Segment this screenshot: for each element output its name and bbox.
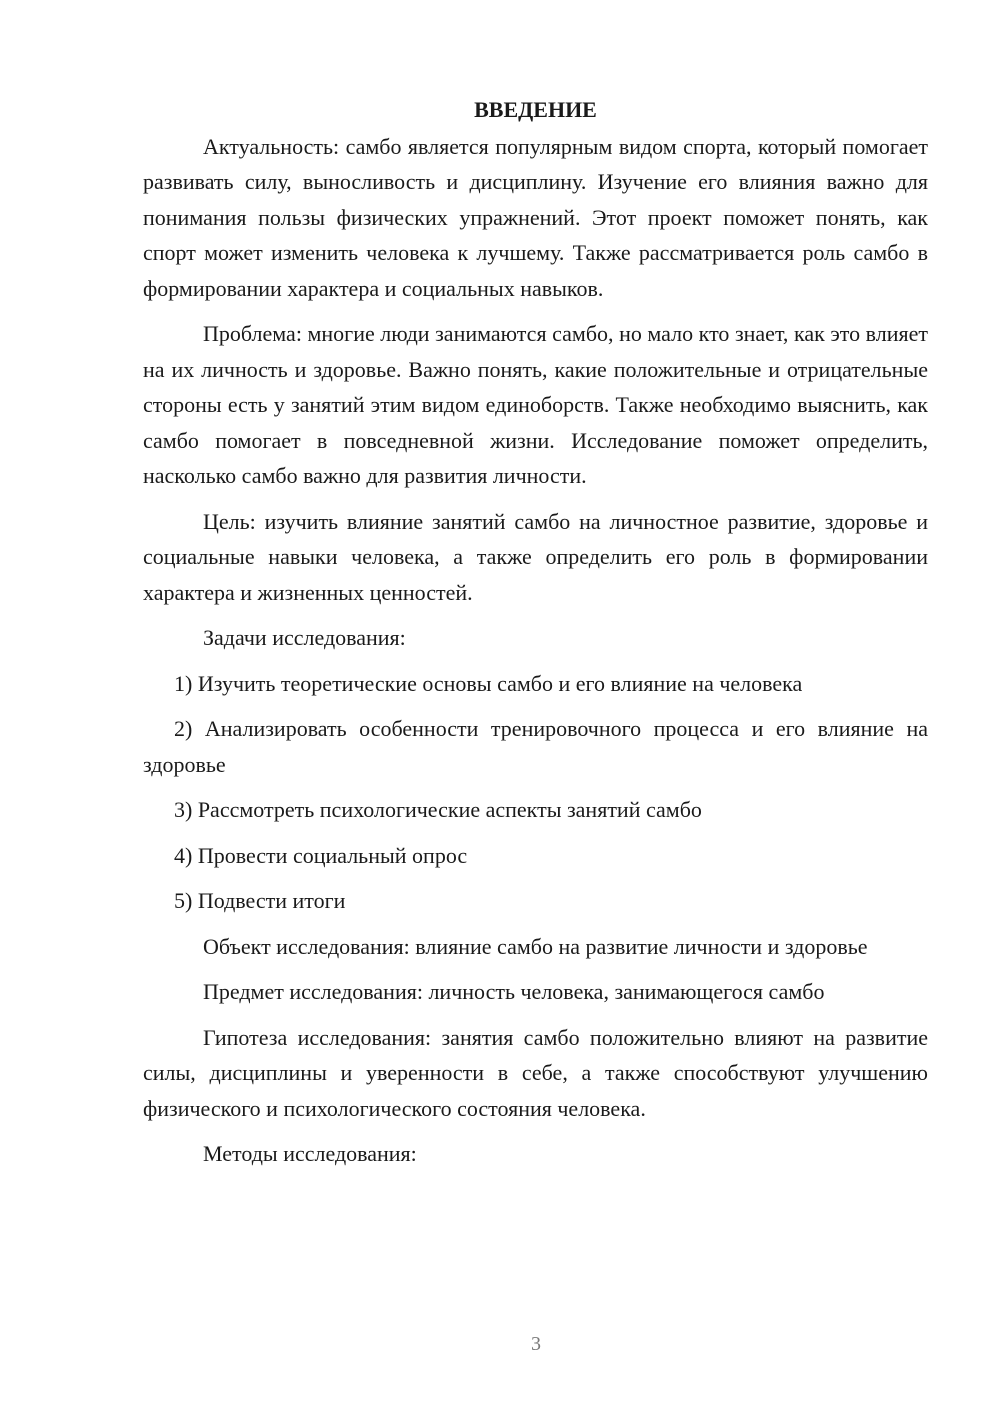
paragraph-subject: Предмет исследования: личность человека, занимающегося самбо — [203, 979, 825, 1004]
task-item-3: 3) Рассмотреть психологические аспекты занятий самбо — [174, 797, 702, 822]
task-item-4: 4) Провести социальный опрос — [174, 842, 468, 868]
tasks-heading: Задачи исследования: — [203, 625, 406, 650]
methods-heading: Методы исследования: — [203, 1141, 417, 1166]
task-item-5: 5) Подвести итоги — [174, 888, 346, 913]
task-item-2: 2) Анализировать особенности тренировочного процесса и его влияние на здоровье — [143, 716, 928, 777]
page-number: 3 — [531, 1333, 541, 1355]
paragraph-object: Объект исследования: влияние самбо на развитие личности и здоровье — [203, 933, 868, 959]
page-title: ВВЕДЕНИЕ — [474, 97, 597, 122]
paragraph-relevance: Актуальность: самбо является популярным видом спорта, который помогает развивать силу, выносливость и дисциплину. Изучение его влияния важно для понимания пользы физических упражнений. Этот проект поможет понять, как спорт может изменить человека к лучшему. Также рассматривается роль самбо в формировании характера и социальных навыков. — [143, 133, 928, 301]
document-page — [143, 92, 928, 1182]
paragraph-hypothesis: Гипотеза исследования: занятия самбо положительно влияют на развитие силы, дисциплины и уверенности в себе, а также способствуют улучшению физического и психологического состояния человека. — [143, 1024, 928, 1121]
paragraph-goal: Цель: изучить влияние занятий самбо на личностное развитие, здоровье и социальные навыки человека, а также определить его роль в формировании характера и жизненных ценностей. — [143, 508, 928, 605]
task-item-1: 1) Изучить теоретические основы самбо и его влияние на человека — [174, 670, 803, 696]
paragraph-problem: Проблема: многие люди занимаются самбо, но мало кто знает, как это влияет на их личность и здоровье. Важно понять, какие положительные и отрицательные стороны есть у занятий этим видом единоборств. Также необходимо выяснить, как самбо помогает в повседневной жизни. Исследование поможет определить, насколько самбо важно для развития личности. — [143, 321, 928, 488]
